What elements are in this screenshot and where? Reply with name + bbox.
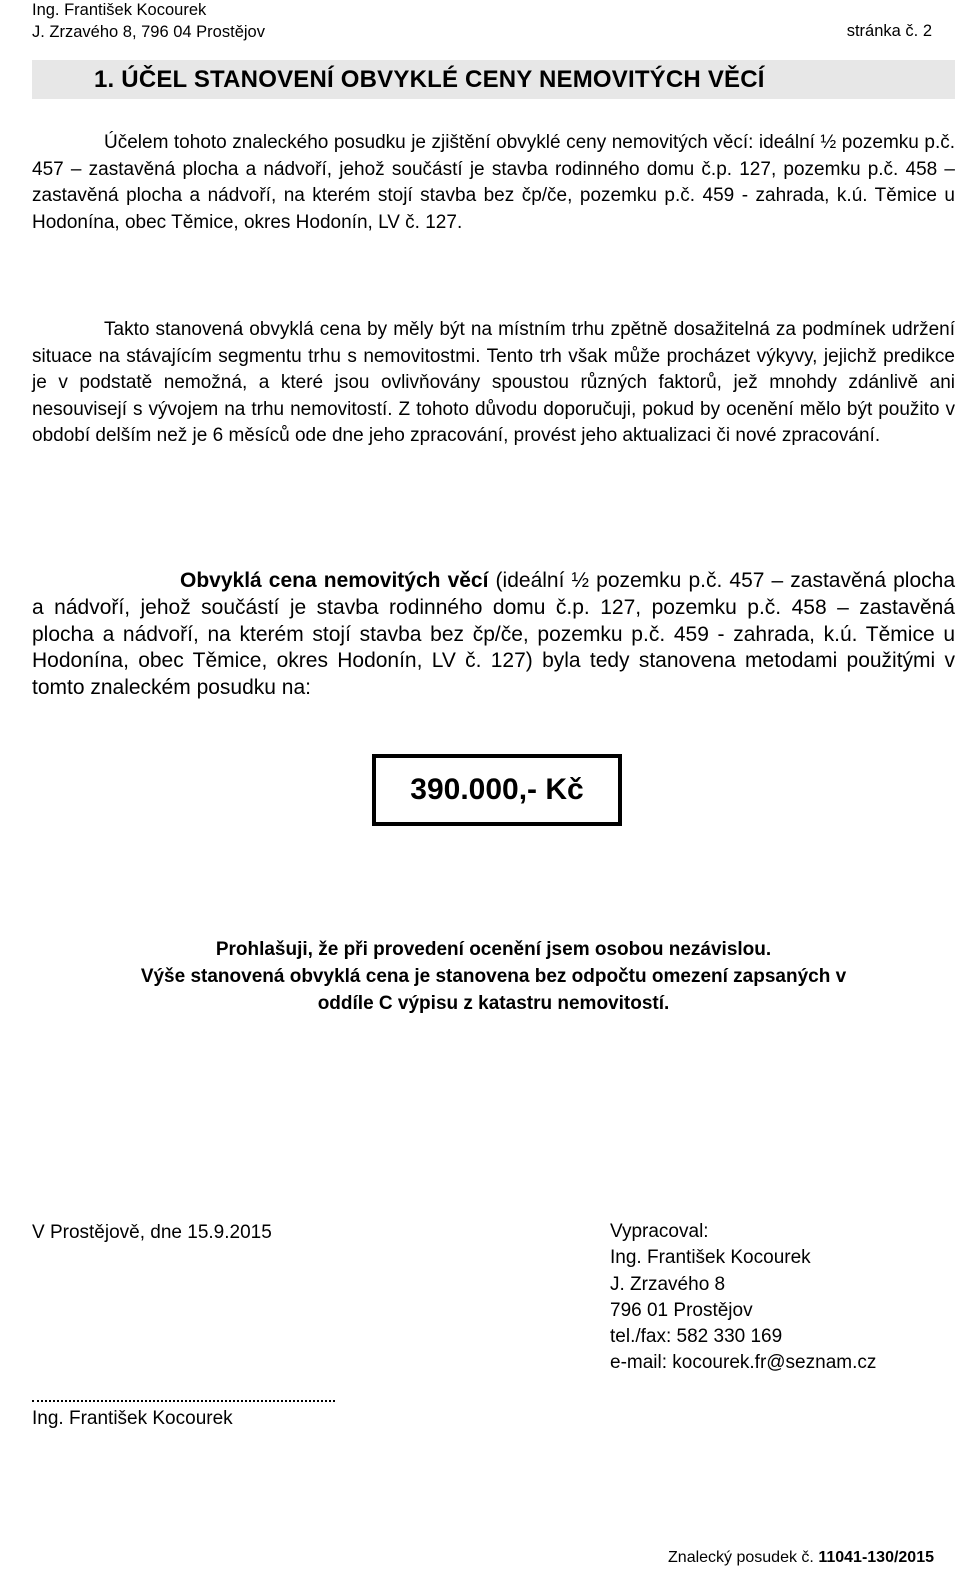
declaration-line-1: Prohlašuji, že při provedení ocenění jsem osobou nezávislou. (215, 939, 772, 960)
page-number: stránka č. 2 (846, 22, 932, 40)
price-value: 390.000,- Kč (410, 773, 584, 806)
place-and-date: V Prostějově, dne 15.9.2015 (32, 1222, 272, 1243)
footer (668, 1549, 934, 1567)
prepared-by-block (610, 1219, 876, 1377)
declaration (32, 936, 955, 1017)
prepared-by-email: e-mail: kocourek.fr@seznam.cz (610, 1352, 877, 1374)
summary-paragraph (32, 568, 955, 702)
signature-name: Ing. František Kocourek (32, 1408, 233, 1429)
prepared-by-name: Ing. František Kocourek (610, 1247, 811, 1269)
prepared-by-city: 796 01 Prostějov (610, 1299, 753, 1321)
footer-number: 11041-130/2015 (818, 1549, 934, 1566)
prepared-by-street: J. Zrzavého 8 (610, 1273, 726, 1295)
section-heading-bar (32, 60, 955, 99)
purpose-paragraph (32, 130, 955, 236)
signature-line (32, 1400, 335, 1402)
declaration-line-3: oddíle C výpisu z katastru nemovitostí. (317, 993, 670, 1014)
purpose-text: Účelem tohoto znaleckého posudku je zjištění obvyklé ceny nemovitých věcí: ideální ½ pozemku p.č. 457 – zastavěná plocha a nádvoří, jehož součástí je stavba rodinného domu č.p. 127, pozemku p.č. 458 – zastavěná plocha a nádvoří, na kterém stojí stavba bez čp/če, pozemku p.č. 459 - zahrada, k.ú. Těmice u Hodonína, obec Těmice, okres Hodonín, LV č. 127. (32, 132, 955, 233)
header-author: Ing. František Kocourek (32, 1, 207, 19)
header-address: J. Zrzavého 8, 796 04 Prostějov (32, 23, 265, 41)
price-box (372, 754, 622, 826)
prepared-by-phone: tel./fax: 582 330 169 (610, 1326, 783, 1348)
summary-lead: Obvyklá cena nemovitých věcí (180, 569, 489, 592)
validity-paragraph (32, 317, 955, 450)
section-title: 1. ÚČEL STANOVENÍ OBVYKLÉ CENY NEMOVITÝCH VĚCÍ (94, 66, 765, 93)
prepared-by-label: Vypracoval: (610, 1221, 709, 1242)
validity-text: Takto stanovená obvyklá cena by měly být na místním trhu zpětně dosažitelná za podmínek udržení situace na stávajícím segmentu trhu s nemovitostmi. Tento trh však může procházet výkyvy, jejichž predikce je v podstatě nemožná, a které jsou ovlivňovány spoustou různých faktorů, jež mnohdy zdánlivě ani nesouvisejí s vývojem na trhu nemovitostí. Z tohoto důvodu doporučuji, pokud by ocenění mělo být použito v období delším než je 6 měsíců ode dne jeho zpracování, provést jeho aktualizaci či nové zpracování. (32, 319, 955, 447)
summary-text: (ideální ½ pozemku p.č. 457 – zastavěná plocha a nádvoří, jehož součástí je stavba rodinného domu č.p. 127, pozemku p.č. 458 – zastavěná plocha a nádvoří, na kterém stojí stavba bez čp/če, pozemku p.č. 459 - zahrada, k.ú. Těmice u Hodonína, obec Těmice, okres Hodonín, LV č. 127) byla tedy stanovena metodami použitými v tomto znaleckém posudku na: (32, 569, 956, 700)
declaration-line-2: Výše stanovená obvyklá cena je stanovena bez odpočtu omezení zapsaných v (140, 966, 847, 987)
footer-label: Znalecký posudek č. (668, 1549, 814, 1566)
